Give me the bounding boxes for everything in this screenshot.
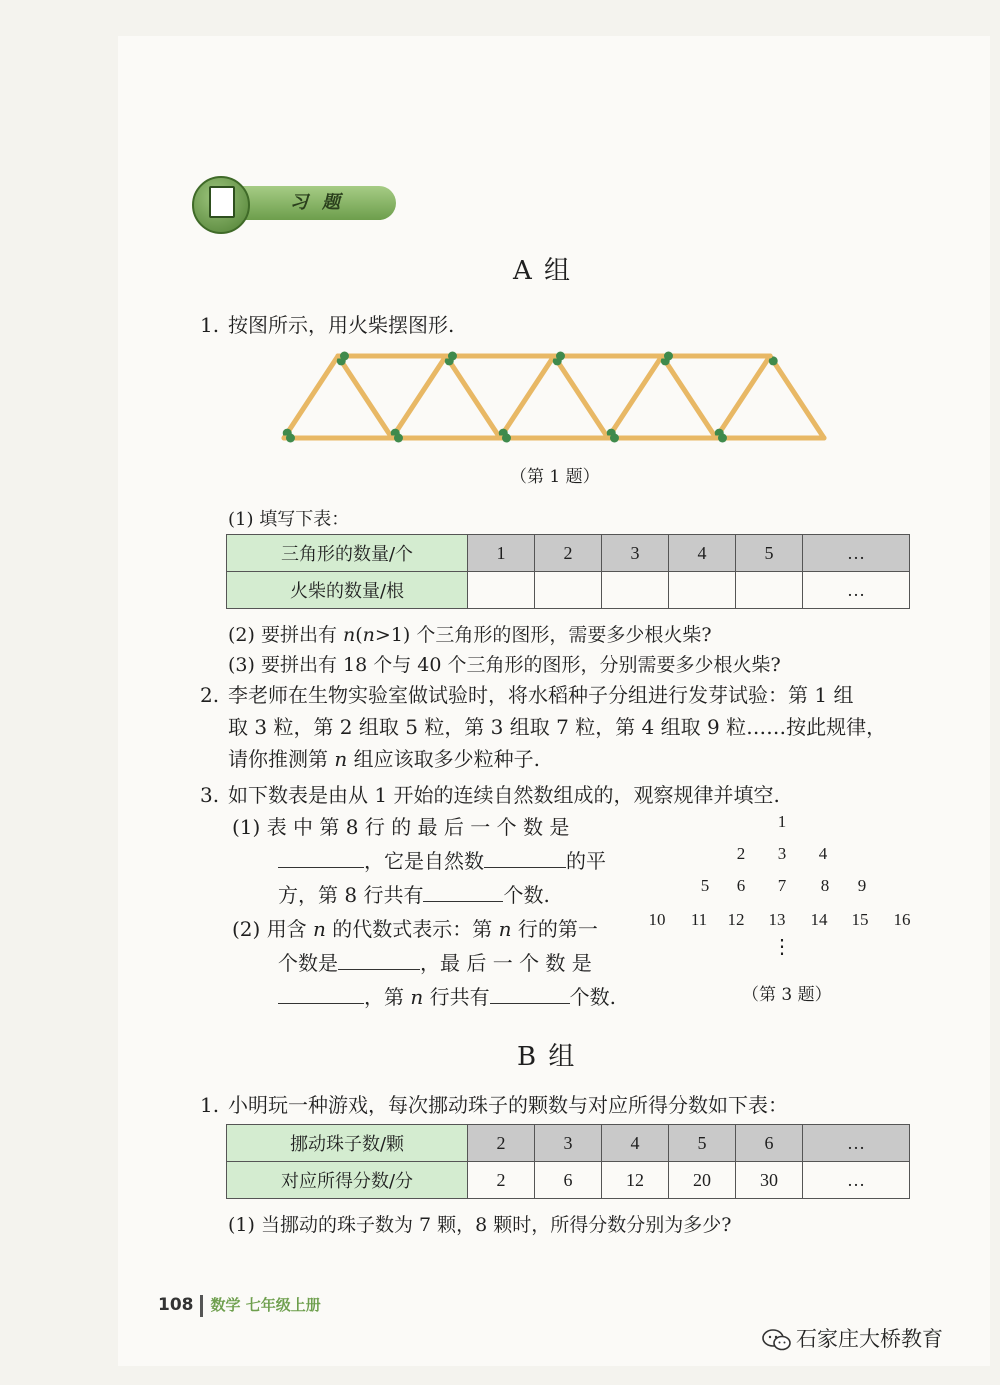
s2-line2b: ，最 后 一 个 数 是 [420,951,592,975]
a-q1-sub3: (3) 要拼出有 18 个与 40 个三角形的图形，分别需要多少根火柴? [228,654,781,676]
table-cell [602,572,669,609]
match-head [286,434,295,443]
s2-line3b: 行共有 [423,985,490,1009]
match-head [448,352,457,361]
s1-line2b: 的平 [566,849,606,873]
s1-line3b: 个数. [503,883,550,907]
s2-mid: 的代数式表示：第 [325,917,499,941]
table-cell: 5 [736,535,803,572]
table-cell: 4 [669,535,736,572]
table-cell: 1 [468,535,535,572]
table-cell: 2 [468,1162,535,1199]
table-row [227,572,910,609]
table-cell: 2 [535,535,602,572]
number-triangle-cell: 2 [736,844,746,863]
match-head [610,434,619,443]
a-q2-line1: 李老师在生物实验室做试验时，将水稻种子分组进行发芽试验：第 1 组 [228,683,854,707]
banner-label: 习题 [290,192,354,213]
table-cell [736,572,803,609]
q2-line3-post: 组应该取多少粒种子. [347,747,540,771]
matchstick [338,356,392,438]
number-triangle-cell: 8 [820,876,830,895]
a-q1-figure-caption: （第 1 题） [510,467,600,487]
answer-blank[interactable] [423,881,503,902]
number-triangle-cell: 4 [818,844,828,863]
number-triangle-cell: 7 [777,876,787,895]
q2-line3-pre: 请你推测第 [228,747,335,771]
a-q2-line2: 取 3 粒，第 2 组取 5 粒，第 3 组取 7 粒，第 4 组取 9 粒……按此规律， [228,715,887,739]
table-cell: 20 [669,1162,736,1199]
table-row-header: 火柴的数量/根 [227,572,468,609]
number-triangle-cell: 10 [648,910,666,929]
group-b-title: B 组 [517,1042,577,1072]
s2-line3c: 个数. [569,985,616,1009]
exercise-banner [192,180,398,226]
match-head [664,352,673,361]
table-cell: 3 [535,1125,602,1162]
number-triangle-cell: 14 [810,910,828,929]
variable-n: n [362,624,375,646]
sub2-post: 个三角形的图形，需要多少根火柴? [410,624,712,646]
a-q3-s1-line3 [278,880,550,910]
table-cell: 5 [669,1125,736,1162]
match-head [340,352,349,361]
s1-line3a: 方，第 8 行共有 [278,883,424,907]
watermark [762,1323,943,1353]
table-row-header: 对应所得分数/分 [227,1162,468,1199]
answer-blank[interactable] [490,983,570,1004]
a-q3-s2-line3 [278,982,616,1012]
matchstick [392,356,446,438]
answer-blank[interactable] [338,949,420,970]
answer-blank[interactable] [484,847,566,868]
number-triangle-cell: 5 [700,876,710,895]
number-triangle-cell: 6 [736,876,746,895]
table-cell: 4 [602,1125,669,1162]
number-triangle-cell: 12 [727,910,745,929]
a-q1-sub2 [228,620,712,650]
table-cell: 6 [535,1162,602,1199]
variable-n: n [343,624,356,646]
table-cell: 30 [736,1162,803,1199]
number-triangle-cell: 11 [690,910,708,929]
table-cell [669,572,736,609]
a-q1-text: 按图所示，用火柴摆图形. [228,313,455,337]
answer-blank[interactable] [278,983,364,1004]
s2-line2a: 个数是 [278,951,338,975]
variable-n: n [313,917,326,941]
variable-n: n [410,985,424,1009]
b-q1-sub1: (1) 当挪动的珠子数为 7 颗，8 颗时，所得分数分别为多少? [228,1214,732,1236]
answer-blank[interactable] [278,847,364,868]
a-q1-number: 1. [200,313,220,337]
table-row [227,1162,910,1199]
table-cell: 6 [736,1125,803,1162]
table-cell: … [803,535,910,572]
table-row [227,1125,910,1162]
s1-line2a: ，它是自然数 [364,849,484,873]
table-cell [535,572,602,609]
table-cell: 12 [602,1162,669,1199]
a-q3-figure-caption: （第 3 题） [742,985,832,1005]
table-cell [468,572,535,609]
b-q1-text: 小明玩一种游戏，每次挪动珠子的颗数与对应所得分数如下表： [228,1093,788,1117]
matchstick [716,356,770,438]
number-triangle-cell: 9 [857,876,867,895]
number-triangle-cell: 1 [777,812,787,831]
matchstick [554,356,608,438]
footer-divider [200,1295,203,1317]
a-q3-text: 如下数表是由从 1 开始的连续自然数组成的，观察规律并填空. [228,783,780,807]
number-triangle-cell: 15 [851,910,869,929]
matchstick [608,356,662,438]
triangle-match-table [226,534,910,609]
number-triangle-cell: 13 [768,910,786,929]
variable-n: n [498,917,512,941]
a-q2-number: 2. [200,683,220,707]
number-triangle-cell: 16 [893,910,911,929]
a-q3-s1-line2 [278,846,606,876]
table-cell: 2 [468,1125,535,1162]
table-row-header: 挪动珠子数/颗 [227,1125,468,1162]
sub2-paren: ( [355,624,363,646]
a-q2-line3 [228,744,540,774]
a-q3-s2-line2 [278,948,592,978]
a-q3-s1-line1: (1) 表 中 第 8 行 的 最 后 一 个 数 是 [232,815,570,839]
page-footer [158,1294,321,1317]
notebook-icon [209,186,235,218]
match-head [718,434,727,443]
a-q3-number: 3. [200,783,220,807]
table-row-header: 三角形的数量/个 [227,535,468,572]
match-head [502,434,511,443]
table-cell: … [803,1125,910,1162]
book-title: 数学 七年级上册 [210,1296,321,1314]
a-q3-s2-line1 [232,914,598,944]
matchstick [446,356,500,438]
match-head [394,434,403,443]
watermark-text: 石家庄大桥教育 [796,1327,943,1351]
b-q1-number: 1. [200,1093,220,1117]
sub2-condition: >1) [374,624,411,646]
group-a-title: A 组 [513,256,573,286]
s2-pre: (2) 用含 [232,917,314,941]
variable-n: n [334,747,348,771]
matchstick [770,356,824,438]
matchstick [284,356,338,438]
banner-circle [192,176,250,234]
table-cell: 3 [602,535,669,572]
table-row [227,535,910,572]
number-triangle-cell: 3 [777,844,787,863]
s2-post: 行的第一 [511,917,598,941]
a-q1-sub1: (1) 填写下表： [228,509,350,530]
matchstick-triangles-figure [270,346,830,450]
bead-score-table [226,1124,910,1199]
matchstick [500,356,554,438]
s2-line3a: ，第 [364,985,411,1009]
vertical-ellipsis: ⋮ [772,936,792,958]
table-cell: … [803,1162,910,1199]
match-head [556,352,565,361]
wechat-icon [762,1329,792,1351]
table-cell: … [803,572,910,609]
page-number: 108 [158,1295,194,1315]
sub2-pre: (2) 要拼出有 [228,624,343,646]
matchstick [662,356,716,438]
